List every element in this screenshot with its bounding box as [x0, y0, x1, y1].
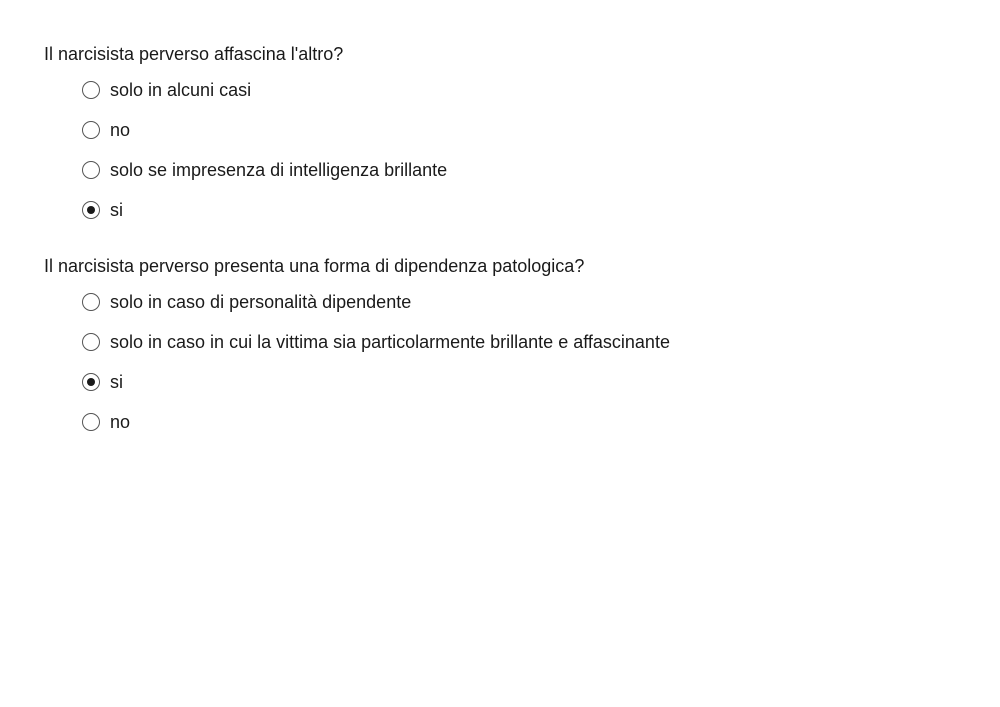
option-label: no [110, 120, 131, 140]
option-group [44, 70, 944, 230]
option[interactable] [82, 150, 944, 190]
option[interactable] [82, 110, 944, 150]
option-label: no [110, 412, 131, 432]
radio-button[interactable] [82, 413, 100, 431]
option-label: solo in caso in cui la vittima sia particolarmente brillante e affascinante [110, 332, 670, 352]
radio-button[interactable] [82, 121, 100, 139]
option-label: solo in alcuni casi [110, 80, 252, 100]
option[interactable] [82, 322, 944, 362]
option[interactable] [82, 190, 944, 230]
radio-button[interactable] [82, 201, 100, 219]
quiz-form [44, 42, 944, 466]
option-label: solo in caso di personalità dipendente [110, 292, 412, 312]
option[interactable] [82, 70, 944, 110]
question-text: Il narcisista perverso presenta una forma di dipendenza patologica? [44, 256, 585, 276]
option-label: si [110, 372, 123, 392]
radio-button[interactable] [82, 81, 100, 99]
radio-button[interactable] [82, 373, 100, 391]
radio-button[interactable] [82, 333, 100, 351]
option-label: solo se impresenza di intelligenza brillante [110, 160, 448, 180]
radio-button[interactable] [82, 293, 100, 311]
radio-button[interactable] [82, 161, 100, 179]
option-group [44, 282, 944, 442]
option[interactable] [82, 402, 944, 442]
option-label: si [110, 200, 123, 220]
question-2 [44, 254, 944, 442]
option[interactable] [82, 282, 944, 322]
option[interactable] [82, 362, 944, 402]
question-1 [44, 42, 944, 230]
question-text: Il narcisista perverso affascina l'altro? [44, 44, 344, 64]
